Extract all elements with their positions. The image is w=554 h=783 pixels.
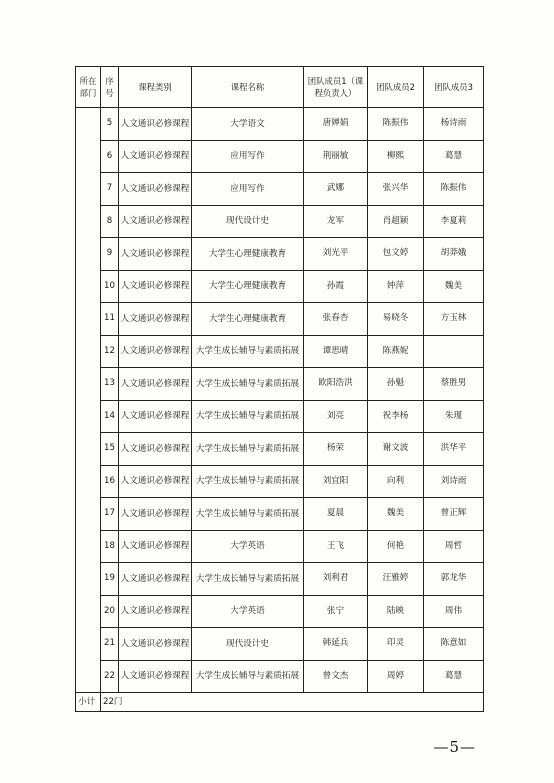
row-member-1: 孙霞	[304, 270, 368, 303]
row-member-2: 陈振伟	[368, 108, 424, 141]
row-number: 19	[101, 563, 119, 596]
table-row	[76, 563, 484, 596]
row-member-2: 包文婷	[368, 238, 424, 271]
row-member-2: 印灵	[368, 628, 424, 661]
table-row	[76, 205, 484, 238]
row-course-name: 应用写作	[192, 140, 304, 173]
header-dept: 所在部门	[76, 67, 101, 108]
header-number: 序号	[101, 67, 119, 108]
row-category: 人文通识必修课程	[119, 433, 192, 466]
row-member-3	[424, 335, 484, 368]
row-member-3: 洪华平	[424, 433, 484, 466]
table-row	[76, 173, 484, 206]
row-member-2: 柳熙	[368, 140, 424, 173]
row-member-3: 郭龙华	[424, 563, 484, 596]
row-number: 16	[101, 465, 119, 498]
row-category: 人文通识必修课程	[119, 498, 192, 531]
course-team-table	[75, 66, 484, 712]
row-number: 13	[101, 368, 119, 401]
row-course-name: 现代设计史	[192, 205, 304, 238]
row-category: 人文通识必修课程	[119, 335, 192, 368]
row-member-1: 韩延兵	[304, 628, 368, 661]
row-category: 人文通识必修课程	[119, 595, 192, 628]
row-member-1: 张宁	[304, 595, 368, 628]
table-row	[76, 140, 484, 173]
header-member-3: 团队成员3	[424, 67, 484, 108]
row-course-name: 应用写作	[192, 173, 304, 206]
row-category: 人文通识必修课程	[119, 368, 192, 401]
row-course-name: 大学生成长辅导与素质拓展	[192, 563, 304, 596]
table-row	[76, 628, 484, 661]
table-row	[76, 465, 484, 498]
row-category: 人文通识必修课程	[119, 270, 192, 303]
row-member-3: 方玉林	[424, 303, 484, 336]
row-member-3: 魏美	[424, 270, 484, 303]
row-member-1: 杨荣	[304, 433, 368, 466]
row-member-3: 葛慧	[424, 660, 484, 693]
dept-cell	[76, 108, 101, 693]
row-member-3: 陈意如	[424, 628, 484, 661]
row-member-3: 胡莽娥	[424, 238, 484, 271]
row-number: 6	[101, 140, 119, 173]
row-number: 18	[101, 530, 119, 563]
row-course-name: 大学英语	[192, 595, 304, 628]
row-course-name: 大学生成长辅导与素质拓展	[192, 660, 304, 693]
row-category: 人文通识必修课程	[119, 465, 192, 498]
row-member-1: 刘利君	[304, 563, 368, 596]
row-member-2: 陈燕妮	[368, 335, 424, 368]
table-row	[76, 108, 484, 141]
row-member-3: 曾正辉	[424, 498, 484, 531]
row-course-name: 大学生成长辅导与素质拓展	[192, 433, 304, 466]
row-member-2: 钟萍	[368, 270, 424, 303]
row-category: 人文通识必修课程	[119, 400, 192, 433]
table-body	[76, 108, 484, 712]
row-category: 人文通识必修课程	[119, 238, 192, 271]
row-member-2: 陆映	[368, 595, 424, 628]
table-row	[76, 660, 484, 693]
row-course-name: 大学生成长辅导与素质拓展	[192, 368, 304, 401]
row-member-2: 肖超颖	[368, 205, 424, 238]
row-member-1: 张春杏	[304, 303, 368, 336]
row-number: 14	[101, 400, 119, 433]
row-course-name: 大学生成长辅导与素质拓展	[192, 498, 304, 531]
row-number: 9	[101, 238, 119, 271]
page-number: —5—	[433, 738, 476, 756]
header-row	[76, 67, 484, 108]
row-member-1: 武娜	[304, 173, 368, 206]
row-member-3: 李夏莉	[424, 205, 484, 238]
row-number: 8	[101, 205, 119, 238]
row-member-2: 汪雅婷	[368, 563, 424, 596]
row-number: 12	[101, 335, 119, 368]
table-row	[76, 400, 484, 433]
row-category: 人文通识必修课程	[119, 108, 192, 141]
row-category: 人文通识必修课程	[119, 530, 192, 563]
table-row	[76, 433, 484, 466]
row-member-2: 何艳	[368, 530, 424, 563]
row-course-name: 大学生成长辅导与素质拓展	[192, 400, 304, 433]
row-member-1: 谭思晴	[304, 335, 368, 368]
row-member-1: 夏晨	[304, 498, 368, 531]
row-course-name: 大学生成长辅导与素质拓展	[192, 335, 304, 368]
row-member-1: 曾文杰	[304, 660, 368, 693]
summary-row	[76, 693, 484, 712]
table-row	[76, 270, 484, 303]
row-course-name: 大学生心理健康教育	[192, 270, 304, 303]
row-member-3: 陈振伟	[424, 173, 484, 206]
row-member-3: 周伟	[424, 595, 484, 628]
table-row	[76, 530, 484, 563]
row-course-name: 大学生成长辅导与素质拓展	[192, 465, 304, 498]
row-member-2: 孙魁	[368, 368, 424, 401]
row-member-2: 祝李杨	[368, 400, 424, 433]
row-category: 人文通识必修课程	[119, 303, 192, 336]
row-member-3: 蔡胜男	[424, 368, 484, 401]
row-member-3: 刘诗雨	[424, 465, 484, 498]
row-member-1: 刘亮	[304, 400, 368, 433]
row-member-1: 荆丽敏	[304, 140, 368, 173]
row-member-3: 周哲	[424, 530, 484, 563]
row-course-name: 大学英语	[192, 530, 304, 563]
row-number: 17	[101, 498, 119, 531]
header-member-1: 团队成员1（课程负责人）	[304, 67, 368, 108]
row-member-1: 唐婵娟	[304, 108, 368, 141]
header-course-name: 课程名称	[192, 67, 304, 108]
row-course-name: 大学生心理健康教育	[192, 238, 304, 271]
row-member-2: 魏美	[368, 498, 424, 531]
row-number: 11	[101, 303, 119, 336]
table-row	[76, 238, 484, 271]
summary-value: 22门	[101, 693, 484, 712]
summary-label: 小计	[76, 693, 101, 712]
row-number: 22	[101, 660, 119, 693]
row-member-2: 谢文波	[368, 433, 424, 466]
row-course-name: 大学语文	[192, 108, 304, 141]
row-member-1: 王飞	[304, 530, 368, 563]
table-row	[76, 335, 484, 368]
row-member-2: 向利	[368, 465, 424, 498]
table-row	[76, 368, 484, 401]
row-member-1: 刘宜阳	[304, 465, 368, 498]
row-category: 人文通识必修课程	[119, 660, 192, 693]
table-row	[76, 498, 484, 531]
row-number: 15	[101, 433, 119, 466]
row-course-name: 现代设计史	[192, 628, 304, 661]
row-member-2: 周婷	[368, 660, 424, 693]
row-number: 21	[101, 628, 119, 661]
row-course-name: 大学生心理健康教育	[192, 303, 304, 336]
row-category: 人文通识必修课程	[119, 628, 192, 661]
table-row	[76, 303, 484, 336]
row-member-3: 杨诗雨	[424, 108, 484, 141]
row-category: 人文通识必修课程	[119, 563, 192, 596]
row-number: 5	[101, 108, 119, 141]
row-number: 7	[101, 173, 119, 206]
row-category: 人文通识必修课程	[119, 205, 192, 238]
row-member-2: 易晓冬	[368, 303, 424, 336]
row-member-1: 龙军	[304, 205, 368, 238]
row-member-3: 葛慧	[424, 140, 484, 173]
row-member-2: 张兴华	[368, 173, 424, 206]
row-member-1: 欧阳浩洪	[304, 368, 368, 401]
row-number: 10	[101, 270, 119, 303]
header-member-2: 团队成员2	[368, 67, 424, 108]
table-row	[76, 595, 484, 628]
row-category: 人文通识必修课程	[119, 173, 192, 206]
row-member-1: 刘光平	[304, 238, 368, 271]
row-category: 人文通识必修课程	[119, 140, 192, 173]
header-category: 课程类别	[119, 67, 192, 108]
row-number: 20	[101, 595, 119, 628]
row-member-3: 朱瑾	[424, 400, 484, 433]
